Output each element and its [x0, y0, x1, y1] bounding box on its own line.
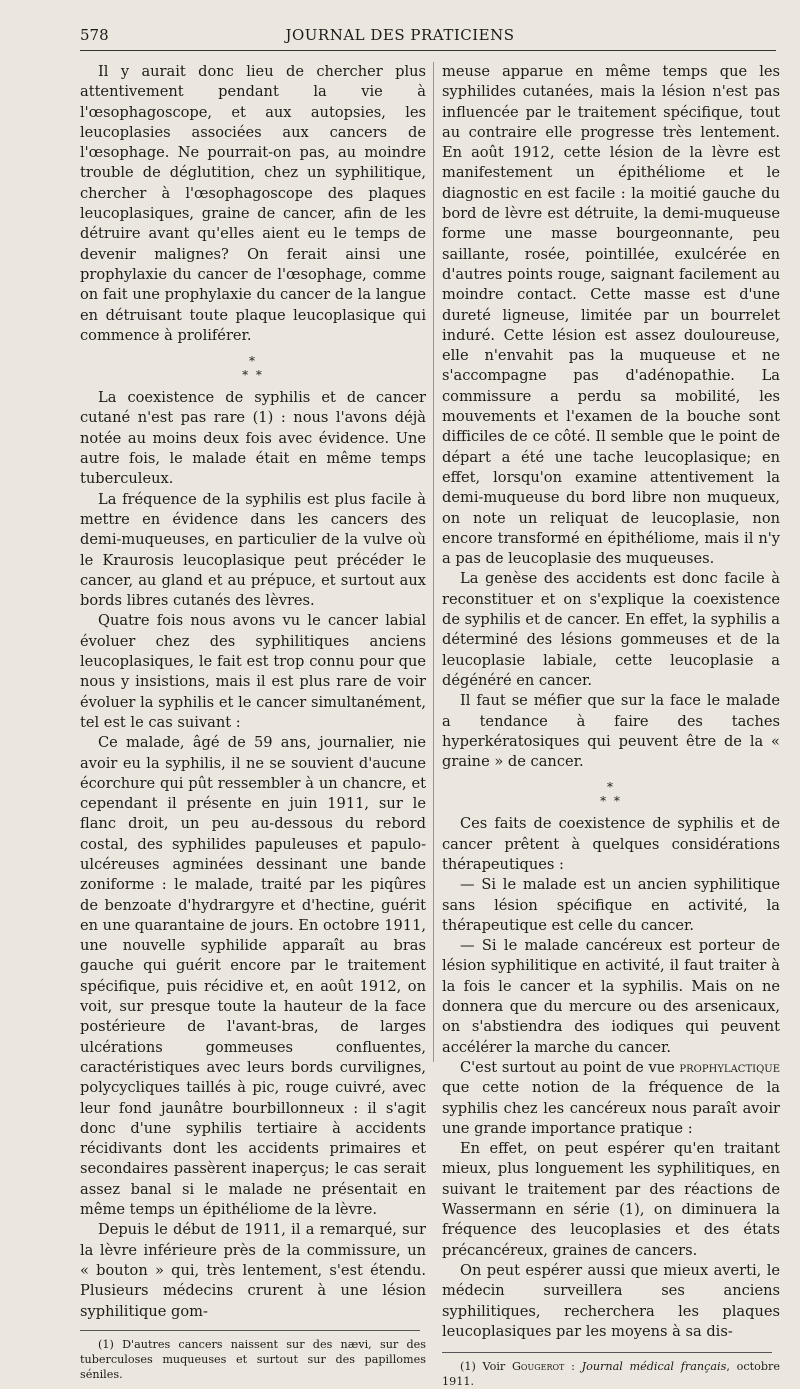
text-run: : — [564, 1360, 582, 1374]
paragraph: — Si le malade est un ancien syphilitique sans lésion spécifique en activité, la thérapeutique est celle du cancer. — [442, 876, 780, 934]
paragraph: Depuis le début de 1911, il a remarqué, sur la lèvre inférieure près de la commissure, un « bouton » qui, très lentement, s'est étendu. Plusieurs médecins crurent à une lésion syphilitique gom- — [80, 1221, 426, 1320]
paragraph: La fréquence de la syphilis est plus facile à mettre en évidence dans les cancers des demi-muqueuses, en particulier de la vulve où le Kraurosis leucoplasique peut précéder le cancer, au gland et au prépuce, et surtout aux bords libres cutanés des lèvres. — [80, 490, 426, 610]
emphasis-small-caps: prophylactique — [679, 1058, 780, 1076]
paragraph: Quatre fois nous avons vu le cancer labial évoluer chez des syphilitiques anciens leucoplasiques, le fait est trop connu pour que nous y insistions, mais il est plus rare de voir évoluer la syphilis et le cancer simultanément, tel est le cas suivant : — [80, 612, 426, 731]
paragraph: Il y aurait donc lieu de chercher plus attentivement pendant la vie à l'œsophagoscope, et aux autopsies, les leucoplasies associées aux cancers de l'œsophage. Ne pourrait-on pas, au moindre trouble de déglutition, chez un syphilitique, chercher à l'œsophagoscope des plaques leucoplasiques, graine de cancer, afin de les détruire avant qu'elles aient eu le temps de devenir malignes? On ferait ainsi une prophylaxie du cancer de l'œsophage, comme on fait une prophylaxie du cancer de la langue en détruisant toute plaque leucoplasique qui commence à proliférer. — [80, 63, 426, 344]
footnote — [442, 1359, 780, 1389]
paragraph: On peut espérer aussi que mieux averti, le médecin surveillera ses anciens syphilitiques, recherchera les plaques leucoplasiques par les moyens à sa dis- — [442, 1261, 780, 1340]
footnote-rule — [442, 1352, 772, 1353]
section-asterism: * * * — [600, 780, 622, 809]
text-run: que cette notion de la fréquence de la syphilis chez les cancéreux nous paraît avoir une grande importance pratique : — [442, 1079, 780, 1137]
journal-name: Journal médical français — [581, 1360, 727, 1374]
section-asterism: * * * — [242, 354, 264, 383]
paragraph: Il faut se méfier que sur la face le malade a tendance à faire des taches hyperkératosiques qui peuvent être de la « graine » de cancer. — [442, 692, 780, 771]
paragraph: meuse apparue en même temps que les syphilides cutanées, mais la lésion n'est pas influencée par le traitement spécifique, tout au contraire elle progresse très lentement. En août 1912, cette lésion de la lèvre est manifestement un épithéliome et le diagnostic en est facile : la moitié gauche du bord de lèvre est détruite, la demi-muqueuse forme une masse bourgeonnante, peu saillante, rosée, pointillée, exulcérée en d'autres points rouge, saignant facilement au moindre contact. Cette masse est d'une dureté ligneuse, limitée par un bourrelet induré. Cette lésion est assez douloureuse, elle n'envahit pas la muqueuse et ne s'accompagne pas d'adénopathie. La commissure a perdu sa mobilité, les mouvements et l'examen de la bouche sont difficiles de ce côté. Il semble que le point de départ a été une tache leucoplasique; en effet, lorsqu'on examine attentivement la demi-muqueuse du bord libre non muqueux, on note un reliquat de leucoplasie, non encore transformé en épithéliome, mais il n'y a pas de leucoplasie des muqueuses. — [442, 63, 780, 568]
header-rule — [80, 50, 776, 51]
left-column — [80, 62, 426, 1382]
right-column — [442, 62, 780, 1389]
column-divider — [433, 62, 434, 1062]
text-run: , octobre 1911. — [442, 1360, 780, 1389]
paragraph: La genèse des accidents est donc facile à reconstituer et on s'explique la coexistence de syphilis et de cancer. En effet, la syphilis a déterminé des lésions gommeuses et de la leucoplasie labiale, cette leucoplasie a dégénéré en cancer. — [442, 570, 780, 689]
paragraph: Ce malade, âgé de 59 ans, journalier, nie avoir eu la syphilis, il ne se souvient d'aucune écorchure qui pût ressembler à un chancre, et cependant il présente en juin 1911, sur le flanc droit, un peu au-dessous du rebord costal, des syphilides papuleuses et papulo-ulcéreuses agminées dessinant une bande zoniforme : le malade, traité par les piqûres de benzoate d'hydrargyre et d'hectine, guérit en une quarantaine de jours. En octobre 1911, une nouvelle syphilide apparaît au bras gauche qui guérit encore par le traitement spécifique, puis récidive et, en août 1912, on voit, sur presque toute la hauteur de la face postérieure de l'avant-bras, de larges ulcérations gommeuses confluentes, caractéristiques avec leurs bords curvilignes, polycycliques taillés à pic, rouge cuivré, avec leur fond jaunâtre bourbillonneux : il s'agit donc d'une syphilis tertiaire à accidents récidivants dont les accidents primaires et secondaires passèrent inaperçus; le cas serait assez banal si le malade ne présentait en même temps un épithéliome de la lèvre. — [80, 734, 426, 1219]
text-run: (1) Voir — [460, 1360, 512, 1374]
paragraph: En effet, on peut espérer qu'en traitant mieux, plus longuement les syphilitiques, en suivant le traitement par des réactions de Wassermann en série (1), on diminuera la fréquence des leucoplasies et des états précancéreux, graines de cancers. — [442, 1140, 780, 1259]
footnote-rule — [80, 1330, 420, 1331]
footnote: (1) D'autres cancers naissent sur des nævi, sur des tuberculoses muqueuses et surtout sur des papillomes séniles. — [80, 1337, 426, 1381]
paragraph: La coexistence de syphilis et de cancer cutané n'est pas rare (1) : nous l'avons déjà notée au moins deux fois avec évidence. Une autre fois, le malade était en même temps tuberculeux. — [80, 389, 426, 488]
paragraph: — Si le malade cancéreux est porteur de lésion syphilitique en activité, il faut traiter à la fois le cancer et la syphilis. Mais on ne donnera que du mercure ou des arsenicaux, on s'abstiendra des iodiques qui peuvent accélérer la marche du cancer. — [442, 937, 780, 1056]
running-title: JOURNAL DES PRATICIENS — [285, 26, 515, 44]
author-name: Gougerot — [512, 1360, 565, 1374]
text-run: C'est surtout au point de vue — [460, 1058, 680, 1076]
page-number: 578 — [80, 26, 109, 44]
paragraph: Ces faits de coexistence de syphilis et de cancer prêtent à quelques considérations thérapeutiques : — [442, 815, 780, 873]
paragraph — [442, 1058, 780, 1139]
